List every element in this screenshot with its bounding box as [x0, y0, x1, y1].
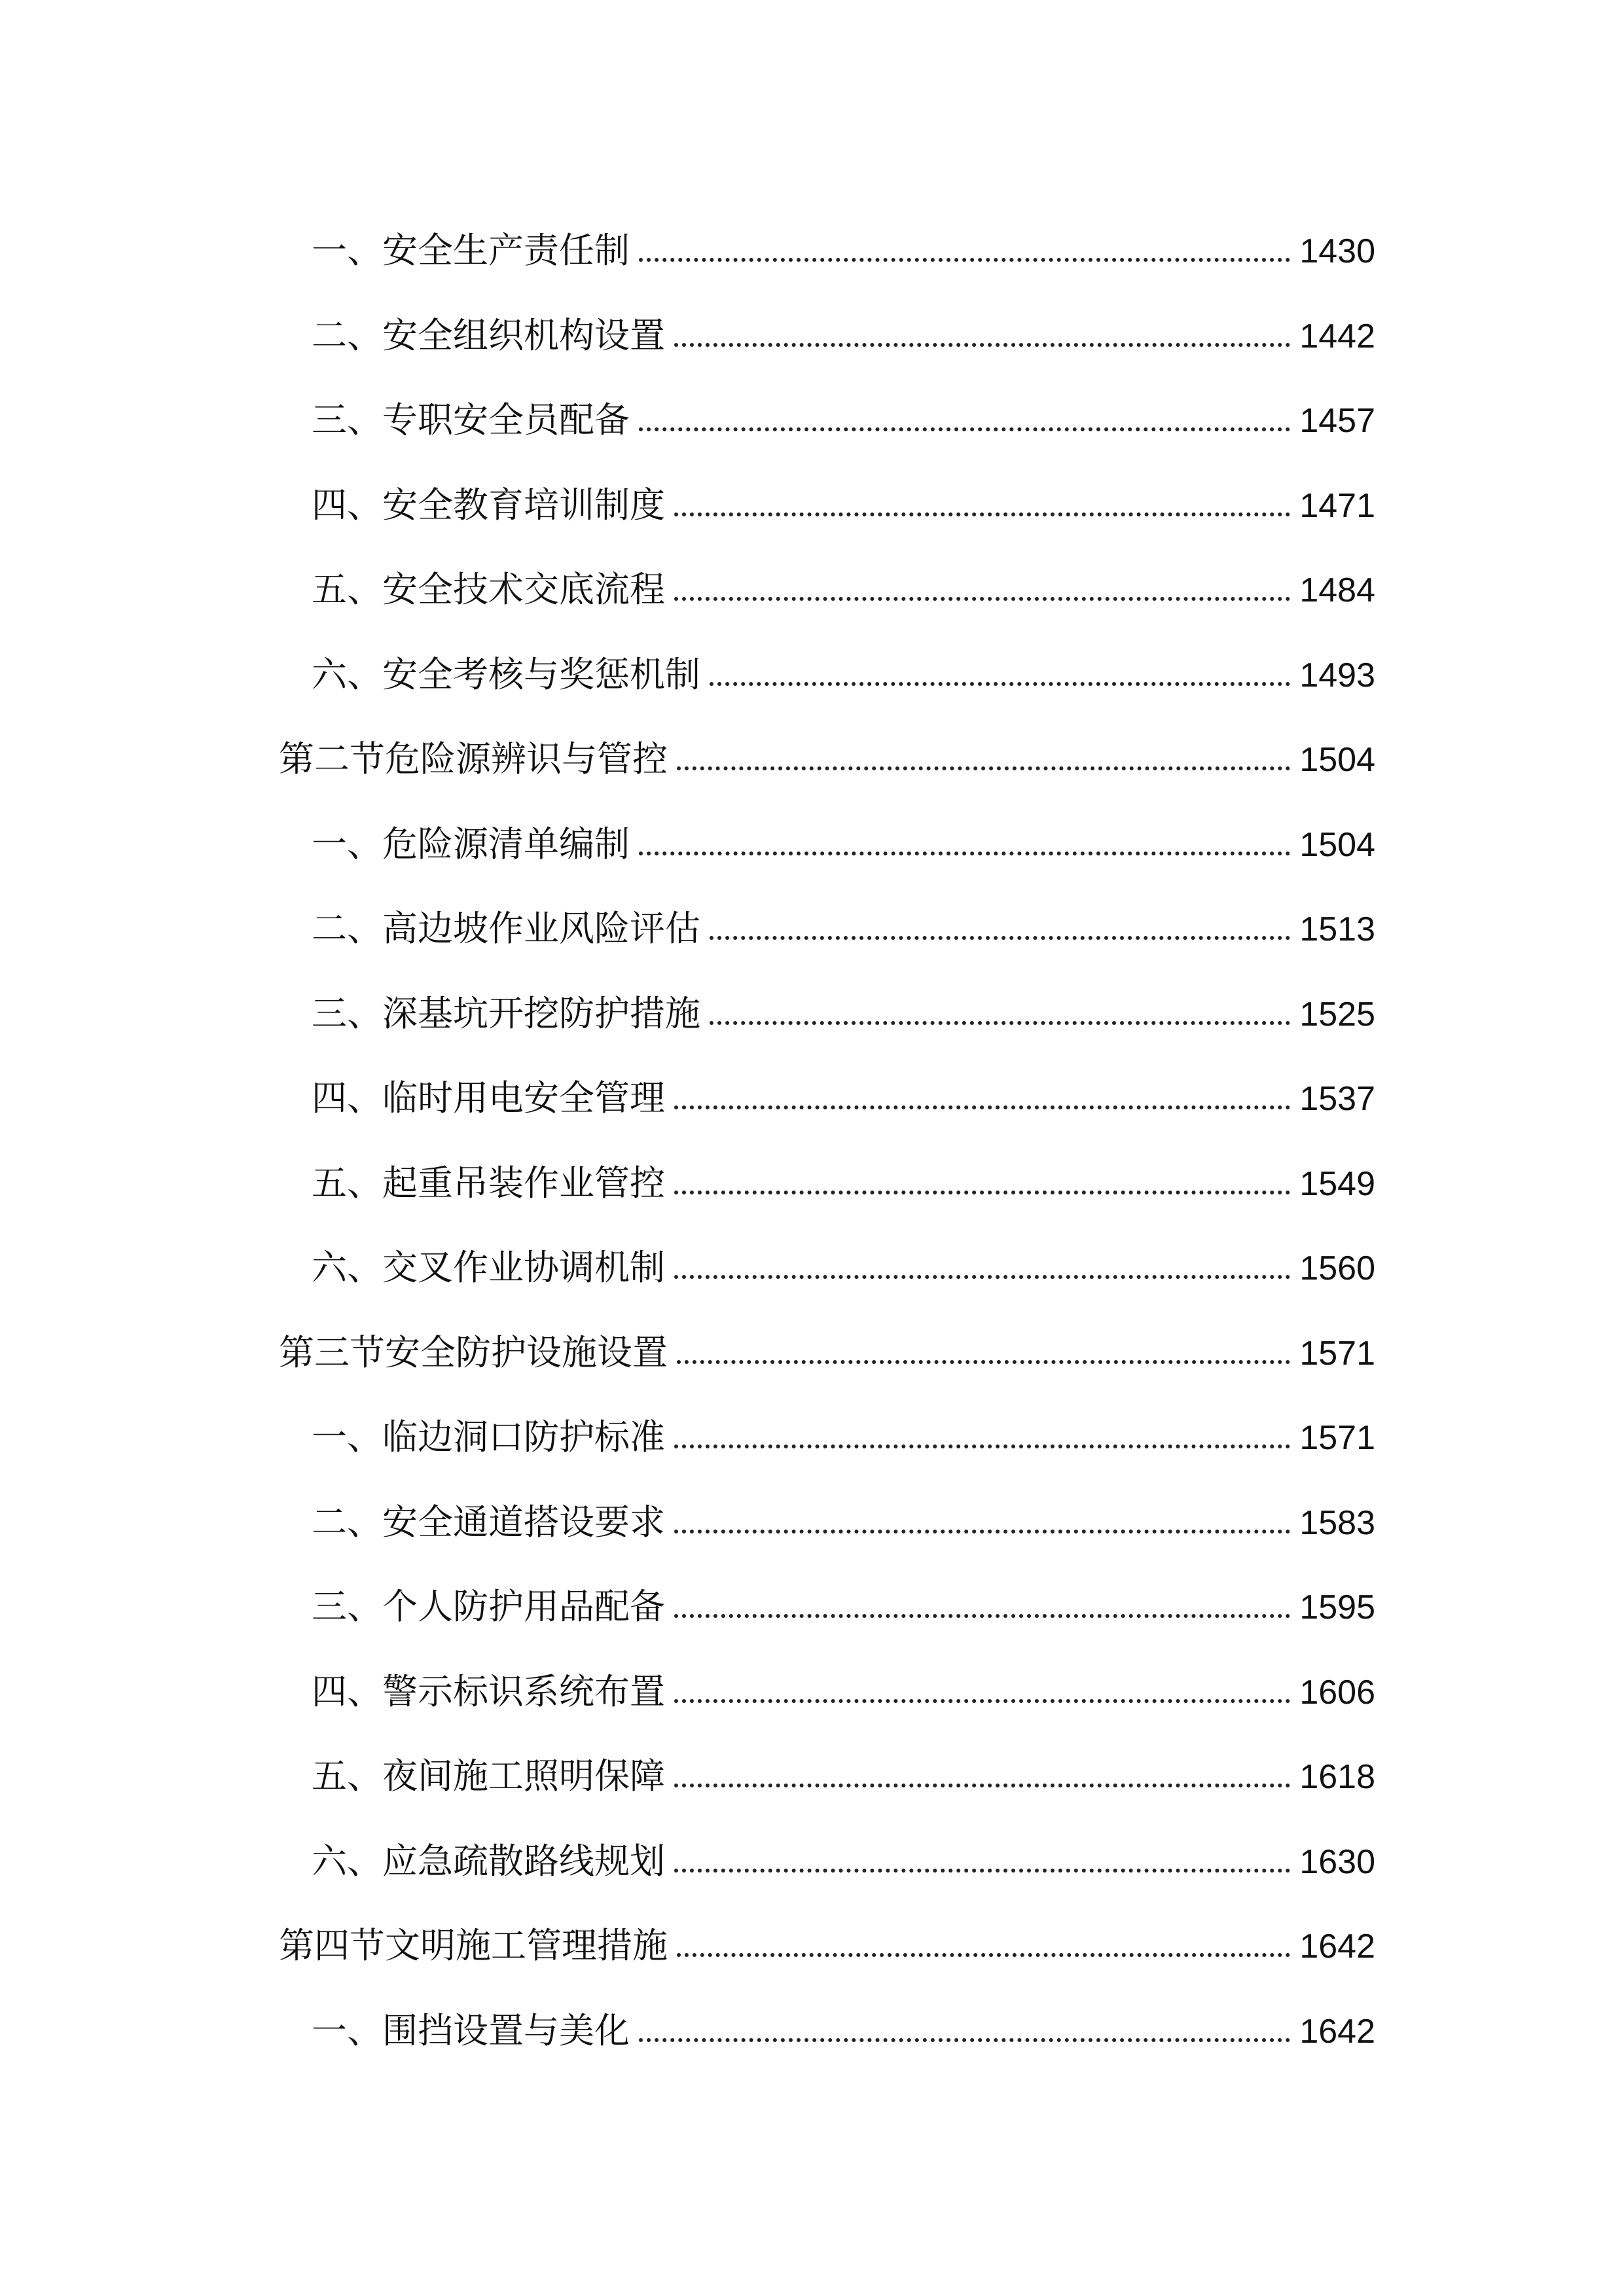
toc-section-entry[interactable]	[279, 1905, 1375, 1964]
toc-entry-page-number: 1560	[1299, 1249, 1375, 1287]
toc-entry-title: 五、安全技术交底流程	[312, 569, 665, 610]
toc-entry-title: 五、夜间施工照明保障	[312, 1755, 665, 1797]
toc-subsection-entry[interactable]	[312, 379, 1375, 438]
toc-entry-page-number: 1618	[1299, 1758, 1375, 1796]
toc-dot-leader	[674, 1869, 1290, 1873]
toc-section-entry[interactable]	[279, 718, 1375, 780]
toc-dot-leader	[710, 1021, 1290, 1025]
toc-entry-title: 六、交叉作业协调机制	[312, 1247, 665, 1288]
toc-entry-page-number: 1457	[1299, 402, 1375, 440]
toc-section-entry[interactable]	[279, 1312, 1375, 1371]
toc-subsection-entry[interactable]	[312, 1057, 1375, 1119]
toc-subsection-entry[interactable]	[312, 1142, 1375, 1204]
toc-entry-title: 六、安全考核与奖惩机制	[312, 653, 700, 695]
toc-entry-page-number: 1504	[1299, 825, 1375, 864]
toc-dot-leader	[639, 258, 1290, 262]
toc-dot-leader	[674, 1699, 1290, 1703]
toc-entry-title: 六、应急疏散路线规划	[312, 1840, 665, 1882]
toc-entry-page-number: 1493	[1299, 656, 1375, 694]
toc-entry-title: 三、专职安全员配备	[312, 399, 630, 440]
toc-entry-page-number: 1537	[1299, 1080, 1375, 1118]
toc-dot-leader	[677, 1953, 1290, 1957]
toc-entry-page-number: 1571	[1299, 1419, 1375, 1457]
toc-dot-leader	[674, 1275, 1290, 1279]
toc-subsection-entry[interactable]	[312, 634, 1375, 695]
toc-dot-leader	[674, 597, 1290, 601]
toc-entry-page-number: 1484	[1299, 571, 1375, 609]
toc-dot-leader	[674, 1105, 1290, 1109]
toc-entry-page-number: 1642	[1299, 2012, 1375, 2051]
toc-entry-title: 二、安全通道搭设要求	[312, 1501, 665, 1543]
toc-dot-leader	[674, 1191, 1290, 1194]
toc-subsection-entry[interactable]	[312, 973, 1375, 1034]
toc-dot-leader	[677, 1360, 1290, 1364]
toc-subsection-entry[interactable]	[312, 803, 1375, 865]
toc-subsection-entry[interactable]	[312, 464, 1375, 526]
toc-entry-page-number: 1525	[1299, 995, 1375, 1033]
toc-entry-title: 一、临边洞口防护标准	[312, 1416, 665, 1458]
toc-entry-page-number: 1430	[1299, 232, 1375, 270]
toc-dot-leader	[710, 682, 1290, 686]
toc-dot-leader	[674, 1614, 1290, 1618]
toc-entry-page-number: 1513	[1299, 910, 1375, 948]
toc-dot-leader	[710, 936, 1290, 940]
toc-entry-title: 一、危险源清单编制	[312, 823, 630, 865]
toc-subsection-entry[interactable]	[312, 295, 1375, 356]
toc-entry-title: 三、个人防护用品配备	[312, 1586, 665, 1627]
toc-subsection-entry[interactable]	[312, 209, 1375, 271]
toc-entry-title: 第三节安全防护设施设置	[279, 1331, 668, 1373]
toc-entry-page-number: 1606	[1299, 1673, 1375, 1712]
toc-entry-page-number: 1442	[1299, 317, 1375, 355]
toc-subsection-entry[interactable]	[312, 1820, 1375, 1882]
toc-entry-title: 三、深基坑开挖防护措施	[312, 992, 700, 1034]
toc-entry-page-number: 1549	[1299, 1164, 1375, 1203]
toc-entry-page-number: 1504	[1299, 741, 1375, 779]
toc-subsection-entry[interactable]	[312, 1990, 1375, 2049]
toc-dot-leader	[639, 2038, 1290, 2042]
toc-subsection-entry[interactable]	[312, 1651, 1375, 1710]
toc-entry-title: 第四节文明施工管理措施	[279, 1925, 668, 1966]
toc-entry-title: 二、安全组织机构设置	[312, 314, 665, 356]
toc-entry-page-number: 1571	[1299, 1334, 1375, 1372]
toc-subsection-entry[interactable]	[312, 1481, 1375, 1543]
toc-entry-page-number: 1630	[1299, 1842, 1375, 1881]
toc-entry-title: 二、高边坡作业风险评估	[312, 908, 700, 949]
toc-dot-leader	[674, 512, 1290, 516]
toc-entry-page-number: 1471	[1299, 486, 1375, 525]
toc-entry-title: 四、临时用电安全管理	[312, 1077, 665, 1119]
toc-dot-leader	[674, 1444, 1290, 1448]
toc-entry-title: 第二节危险源辨识与管控	[279, 738, 668, 780]
toc-subsection-entry[interactable]	[312, 1227, 1375, 1288]
toc-subsection-entry[interactable]	[312, 1566, 1375, 1627]
toc-entry-page-number: 1583	[1299, 1503, 1375, 1542]
toc-dot-leader	[674, 1784, 1290, 1787]
toc-dot-leader	[639, 427, 1290, 431]
toc-dot-leader	[674, 1530, 1290, 1534]
toc-entry-title: 四、安全教育培训制度	[312, 484, 665, 526]
toc-subsection-entry[interactable]	[312, 888, 1375, 949]
toc-dot-leader	[674, 343, 1290, 347]
toc-entry-page-number: 1595	[1299, 1588, 1375, 1626]
toc-subsection-entry[interactable]	[312, 1735, 1375, 1797]
toc-subsection-entry[interactable]	[312, 548, 1375, 610]
toc-entry-title: 一、围挡设置与美化	[312, 2009, 630, 2051]
toc-entry-title: 一、安全生产责任制	[312, 230, 630, 271]
toc-entry-title: 四、警示标识系统布置	[312, 1670, 665, 1712]
toc-subsection-entry[interactable]	[312, 1396, 1375, 1458]
toc-dot-leader	[639, 852, 1290, 855]
toc-entry-page-number: 1642	[1299, 1928, 1375, 1965]
toc-dot-leader	[677, 766, 1290, 770]
toc-entry-title: 五、起重吊装作业管控	[312, 1162, 665, 1204]
